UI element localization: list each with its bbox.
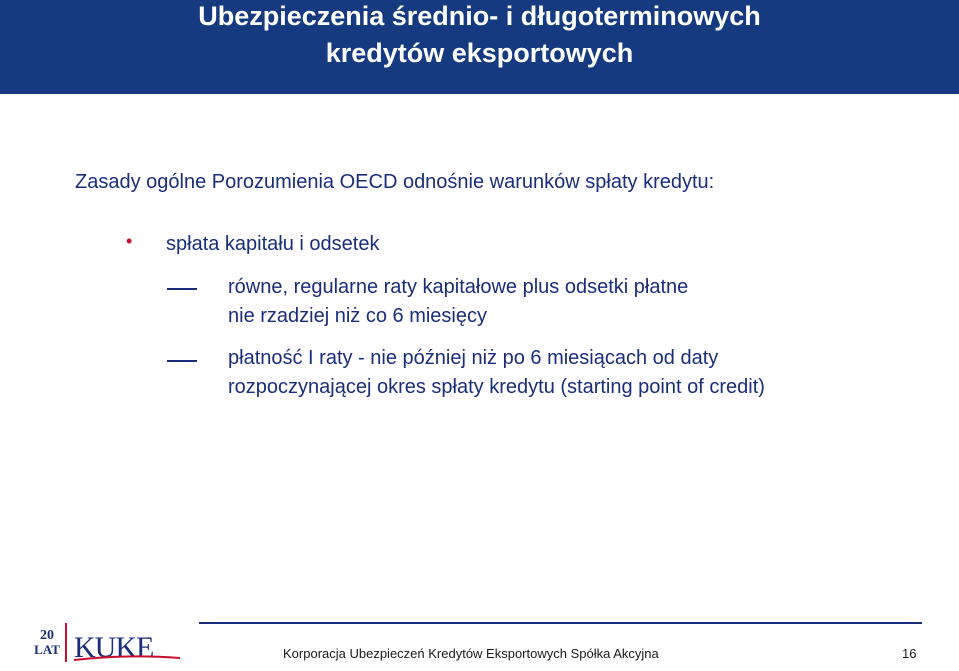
intro-text: Zasady ogólne Porozumienia OECD odnośnie warunków spłaty kredytu: <box>75 171 715 193</box>
subitem-1-line-1: równe, regularne raty kapitałowe plus odsetki płatne <box>228 276 689 298</box>
slide-title-line-1: Ubezpieczenia średnio- i długoterminowych <box>198 1 761 31</box>
logo-lat: LAT <box>34 642 60 657</box>
bullet-marker: • <box>126 231 133 251</box>
subitem-2-line-2: rozpoczynającej okres spłaty kredytu (starting point of credit) <box>228 376 765 398</box>
dash-marker-1 <box>167 288 197 290</box>
title-bar <box>0 0 959 94</box>
footer-company-name: Korporacja Ubezpieczeń Kredytów Eksportowych Spółka Akcyjna <box>283 646 659 661</box>
dash-marker-2 <box>167 360 197 362</box>
subitem-1-line-2: nie rzadziej niż co 6 miesięcy <box>228 305 487 327</box>
slide-title-line-2: kredytów eksportowych <box>325 38 634 68</box>
logo-years: 20 <box>40 628 54 643</box>
subitem-2-line-1: płatność I raty - nie później niż po 6 miesiącach od daty <box>228 347 719 369</box>
kuke-logo <box>30 620 185 666</box>
page-number: 16 <box>902 646 917 661</box>
footer-divider <box>199 622 922 624</box>
logo-brand: KUKE <box>74 631 154 664</box>
bullet-text: spłata kapitału i odsetek <box>166 233 380 255</box>
